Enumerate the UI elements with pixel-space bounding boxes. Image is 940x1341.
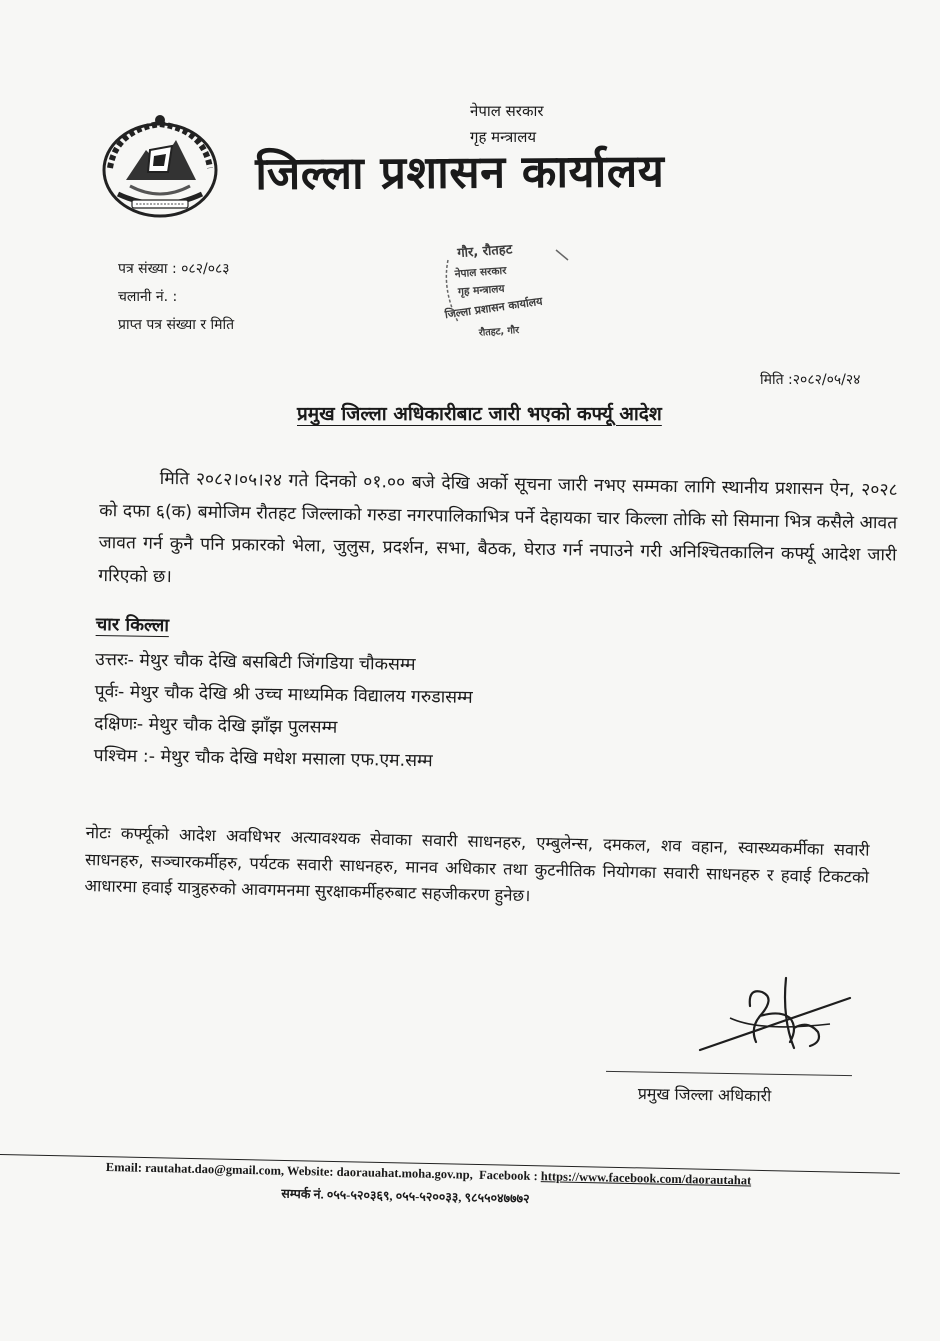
nepal-emblem-logo xyxy=(96,110,224,222)
boundary-south: दक्षिणः- मेथुर चौक देखि झाँझ पुलसम्म xyxy=(94,713,338,738)
issue-date: मिति :२०८२/०५/२४ xyxy=(760,372,861,388)
contact-numbers: सम्पर्क नं. ०५५-५२०३६९, ०५५-५२००३३, ९८५५०४७७७२ xyxy=(281,1186,530,1206)
boundary-west: पश्चिम :- मेथुर चौक देखि मधेश मसाला एफ.एम.सम्म xyxy=(93,745,433,772)
letter-references xyxy=(118,255,234,339)
notice-body xyxy=(98,462,898,605)
stamp-line: जिल्ला प्रशासन कार्यालय xyxy=(443,294,544,322)
exemption-note: नोटः कर्फ्यूको आदेश अवधिभर अत्यावश्यक सेवाका सवारी साधनहरु, एम्बुलेन्स, दमकल, शव वहान, स्वास्थ्यकर्मीका सवारी साधनहरु, सञ्चारकर्मीहरु, पर्यटक सवारी साधनहरु, मानव अधिकार तथा कुटनीतिक नियोगका सवारी साधनहरु र हवाई टिकटको आधारमा हवाई यात्रुहरुको आवगमनमा सुरक्षाकर्मीहरुबाट सहजीकरण हुनेछ। xyxy=(84,822,870,906)
boundary-north: उत्तरः- मेथुर चौक देखि बसबिटी जिंगडिया चौकसम्म xyxy=(95,649,416,676)
ministry-name: गृह मन्त्रालय xyxy=(470,128,537,146)
website-label: Website: xyxy=(286,1163,334,1179)
stamp-line: रौतहट, गौर xyxy=(478,324,520,339)
received-letter-reference: प्राप्त पत्र संख्या र मिति xyxy=(118,317,235,333)
signature xyxy=(690,958,860,1068)
office-title: जिल्ला प्रशासन कार्यालय xyxy=(255,144,665,200)
email-label: Email: xyxy=(105,1160,143,1175)
government-name: नेपाल सरकार xyxy=(470,102,544,120)
signature-line xyxy=(606,1071,852,1076)
dispatch-number: चलानी नं. : xyxy=(118,289,178,305)
stamp-line: गृह मन्त्रालय xyxy=(457,282,505,299)
email-link[interactable]: rautahat.dao@gmail.com xyxy=(144,1160,282,1178)
office-stamp xyxy=(428,230,578,350)
notice-body-text: मिति २०८२।०५।२४ गते दिनको ०१.०० बजे देखि अर्को सूचना जारी नभए सम्मका लागि स्थानीय प्रशासन ऐन, २०२८ को दफा ६(क) बमोजिम रौतहट जिल्लाको गरुडा नगरपालिकाभित्र पर्ने देहायका चार किल्ला तोकि सो सिमाना भित्र कसैले आवत जावत गर्न कुनै पनि प्रकारको भेला, जुलुस, प्रदर्शन, सभा, बैठक, घेराउ गर्न नपाउने गरी अनिश्चितकालिन कर्फ्यू आदेश जारी गरिएको छ। xyxy=(98,468,898,587)
letter-number: पत्र संख्या : ०८२/०८३ xyxy=(118,261,230,277)
website-link[interactable]: daorauahat.moha.gov.np xyxy=(336,1164,470,1182)
stamp-line: गौर, रौतहट xyxy=(456,242,513,262)
notice-subject: प्रमुख जिल्ला अधिकारीबाट जारी भएको कर्फ्यू आदेश xyxy=(297,403,662,425)
stamp-line: नेपाल सरकार xyxy=(454,264,507,281)
boundary-list xyxy=(93,612,695,781)
facebook-link[interactable]: https://www.facebook.com/daorautahat xyxy=(540,1169,752,1188)
footer-contact: Email: rautahat.dao@gmail.com, Website: daorauahat.moha.gov.np, Facebook : https://www.facebook.com/daorautahat सम्पर्क नं. ०५५-५२०३६९, ०५५-५२००३३, ९८५५०४७७७२ xyxy=(105,1160,926,1215)
boundary-heading: चार किल्ला xyxy=(95,613,170,637)
signatory-title: प्रमुख जिल्ला अधिकारी xyxy=(637,1083,772,1106)
facebook-label: Facebook : xyxy=(478,1167,538,1184)
boundary-east: पूर्वः- मेथुर चौक देखि श्री उच्च माध्यमिक विद्यालय गरुडासम्म xyxy=(94,681,473,708)
